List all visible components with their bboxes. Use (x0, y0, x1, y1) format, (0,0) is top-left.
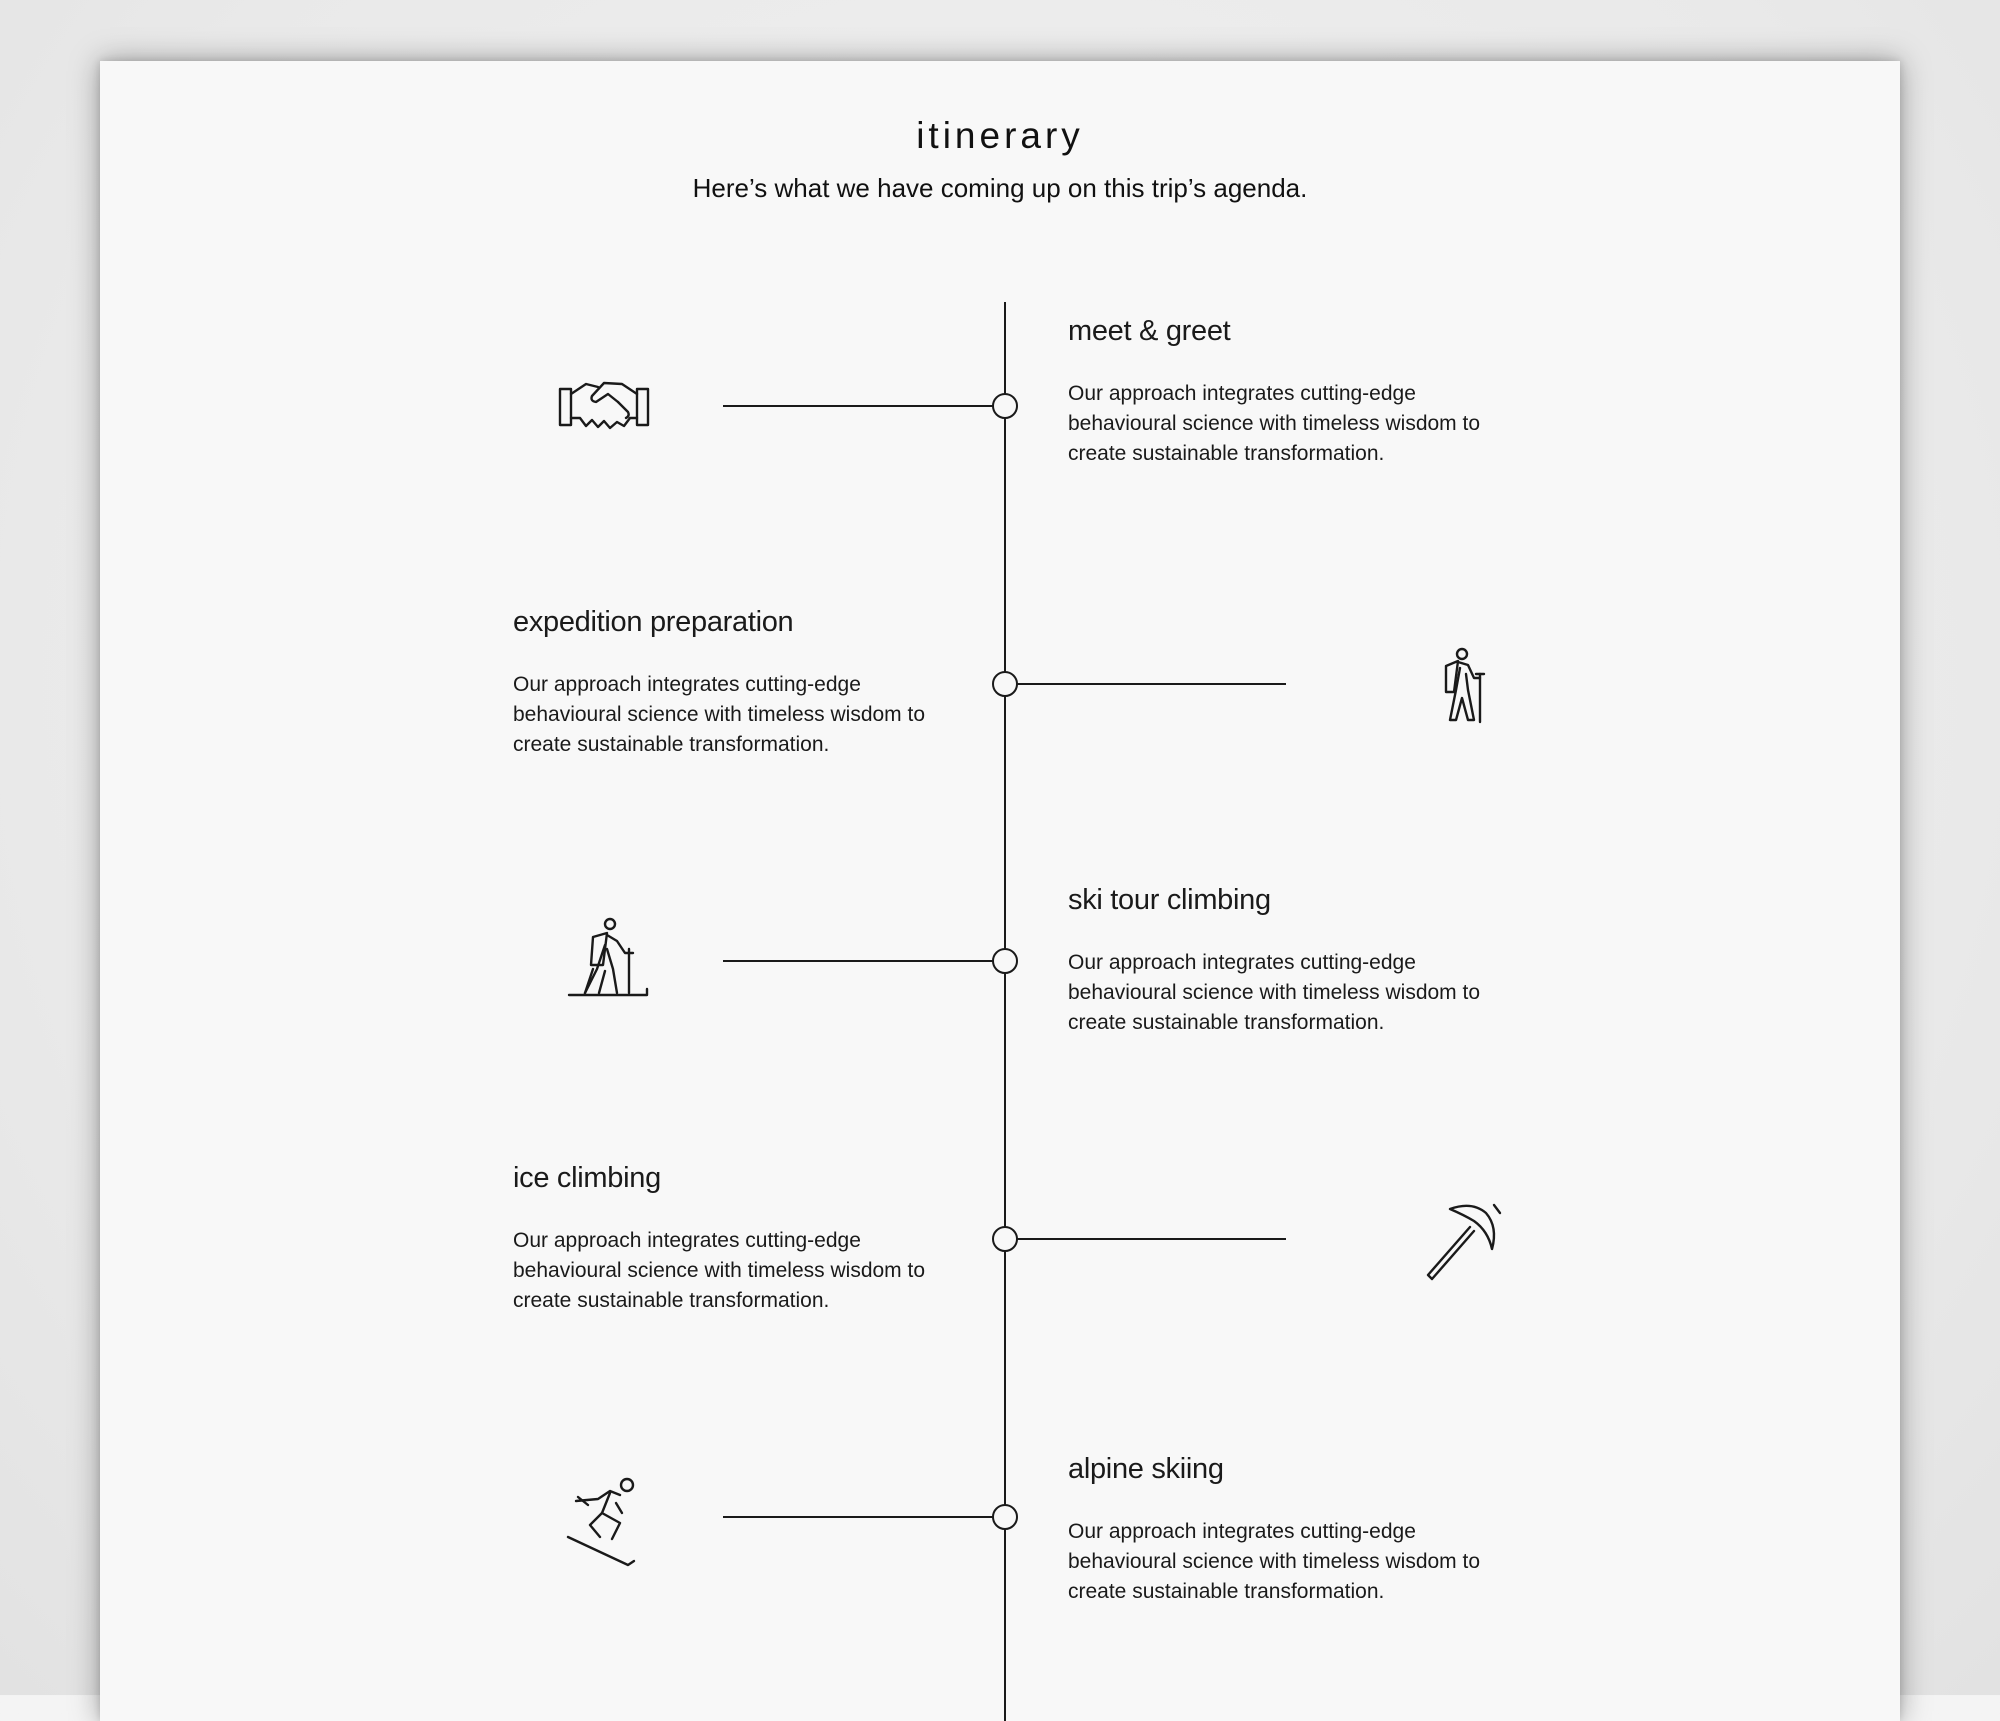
hiker-icon (1410, 634, 1510, 734)
ski-touring-icon (555, 909, 655, 1009)
timeline-node-5 (993, 1505, 1017, 1529)
timeline-node-3 (993, 949, 1017, 973)
timeline (100, 61, 1900, 1721)
event-title-ice-climbing: ice climbing (513, 1162, 661, 1194)
event-description-expedition-preparation: Our approach integrates cutting-edge behavioural science with timeless wisdom to create sustainable transformation. (513, 673, 926, 756)
event-description-ice-climbing: Our approach integrates cutting-edge behavioural science with timeless wisdom to create sustainable transformation. (513, 1229, 926, 1312)
ice-axe-icon (1410, 1191, 1510, 1291)
event-description-alpine-skiing: Our approach integrates cutting-edge behavioural science with timeless wisdom to create sustainable transformation. (1068, 1520, 1481, 1603)
timeline-node-4 (993, 1227, 1017, 1251)
timeline-node-1 (993, 394, 1017, 418)
page-subtitle: Here’s what we have coming up on this trip’s agenda. (692, 173, 1308, 203)
event-title-ski-tour-climbing: ski tour climbing (1068, 884, 1271, 916)
itinerary-page (100, 61, 1900, 1721)
event-title-expedition-preparation: expedition preparation (513, 606, 794, 638)
alpine-skier-icon (556, 1469, 656, 1569)
page-title: itinerary (916, 115, 1084, 156)
event-title-meet-greet: meet & greet (1068, 315, 1231, 347)
event-description-meet-greet: Our approach integrates cutting-edge behavioural science with timeless wisdom to create sustainable transformation. (1068, 382, 1481, 465)
event-description-ski-tour-climbing: Our approach integrates cutting-edge behavioural science with timeless wisdom to create sustainable transformation. (1068, 951, 1481, 1034)
timeline-node-2 (993, 672, 1017, 696)
handshake-icon (554, 356, 654, 456)
event-title-alpine-skiing: alpine skiing (1068, 1453, 1224, 1485)
